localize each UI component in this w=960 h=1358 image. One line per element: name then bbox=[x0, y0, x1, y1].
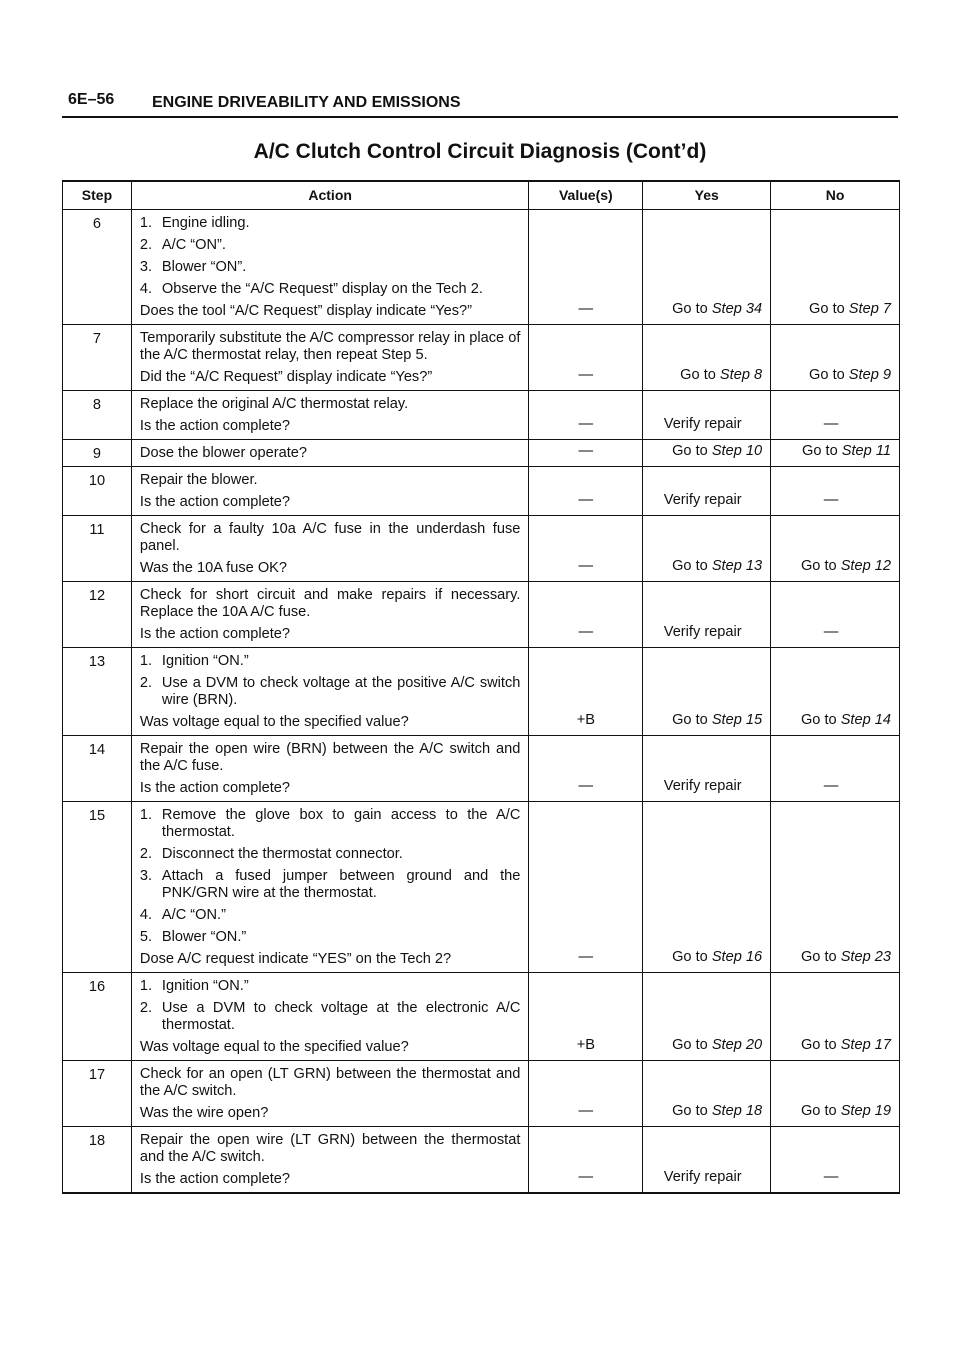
action-list-item bbox=[140, 807, 520, 841]
value-cell: — bbox=[529, 210, 643, 325]
list-text: Ignition “ON.” bbox=[161, 653, 249, 669]
table-row bbox=[63, 973, 900, 1061]
step-number: 13 bbox=[63, 648, 132, 736]
action-question: Is the action complete? bbox=[139, 1171, 290, 1187]
action-cell bbox=[131, 440, 528, 467]
action-cell bbox=[131, 648, 528, 736]
step-number: 12 bbox=[63, 582, 132, 648]
section-title: ENGINE DRIVEABILITY AND EMISSIONS bbox=[152, 94, 461, 111]
no-cell bbox=[771, 210, 900, 325]
action-list-item bbox=[140, 653, 520, 670]
action-list-item bbox=[140, 281, 520, 298]
yes-text: Verify repair bbox=[663, 492, 742, 508]
action-cell bbox=[131, 391, 528, 440]
no-cell bbox=[771, 467, 900, 516]
no-text: Go to bbox=[800, 1103, 841, 1119]
value-cell: — bbox=[529, 1127, 643, 1194]
no-step-ref: Step 12 bbox=[840, 558, 891, 574]
yes-text: Go to bbox=[672, 443, 712, 459]
value-cell: — bbox=[529, 325, 643, 391]
list-text: Disconnect the thermostat connector. bbox=[161, 846, 403, 862]
no-cell bbox=[771, 440, 900, 467]
table-row bbox=[63, 440, 900, 467]
column-header-step: Step bbox=[63, 181, 132, 210]
no-cell bbox=[771, 973, 900, 1061]
no-step-ref: Step 7 bbox=[848, 301, 891, 317]
table-row bbox=[63, 210, 900, 325]
yes-cell bbox=[643, 516, 771, 582]
list-text: Ignition “ON.” bbox=[161, 978, 249, 994]
list-text: Attach a fused jumper between ground and the PNK/GRN wire at the thermostat. bbox=[161, 868, 521, 901]
table-row bbox=[63, 391, 900, 440]
yes-cell bbox=[643, 582, 771, 648]
list-number: 5. bbox=[139, 929, 153, 945]
table-header-row bbox=[63, 181, 900, 210]
yes-cell bbox=[643, 973, 771, 1061]
yes-text: Go to bbox=[672, 1103, 712, 1119]
list-number: 1. bbox=[139, 653, 153, 669]
yes-text: Go to bbox=[672, 949, 712, 965]
no-text: — bbox=[823, 492, 839, 508]
action-text: Check for a faulty 10a A/C fuse in the underdash fuse panel. bbox=[139, 521, 521, 554]
action-text: Check for short circuit and make repairs if necessary. Replace the 10A A/C fuse. bbox=[139, 587, 521, 620]
step-number: 18 bbox=[63, 1127, 132, 1194]
step-number: 6 bbox=[63, 210, 132, 325]
page-title: A/C Clutch Control Circuit Diagnosis (Cont’d) bbox=[253, 140, 707, 163]
yes-cell bbox=[643, 736, 771, 802]
list-text: Use a DVM to check voltage at the electronic A/C thermostat. bbox=[161, 1000, 521, 1033]
action-cell bbox=[131, 467, 528, 516]
no-step-ref: Step 17 bbox=[840, 1037, 891, 1053]
action-list-item bbox=[140, 259, 520, 276]
action-list-item bbox=[140, 1000, 520, 1034]
action-question: Was the 10A fuse OK? bbox=[139, 560, 288, 576]
action-question: Was voltage equal to the specified value? bbox=[139, 1039, 409, 1055]
no-text: Go to bbox=[800, 712, 841, 728]
yes-step-ref: Step 13 bbox=[711, 558, 763, 574]
action-list-item bbox=[140, 846, 520, 863]
yes-text: Go to bbox=[672, 1037, 712, 1053]
action-text: Repair the open wire (LT GRN) between the thermostat and the A/C switch. bbox=[139, 1132, 521, 1165]
action-cell bbox=[131, 210, 528, 325]
action-cell bbox=[131, 325, 528, 391]
list-number: 1. bbox=[139, 215, 153, 231]
action-cell bbox=[131, 516, 528, 582]
list-number: 3. bbox=[139, 259, 153, 275]
no-cell bbox=[771, 736, 900, 802]
list-text: Engine idling. bbox=[161, 215, 250, 231]
step-number: 10 bbox=[63, 467, 132, 516]
value-cell: — bbox=[529, 1061, 643, 1127]
yes-cell bbox=[643, 440, 771, 467]
value-cell: — bbox=[529, 736, 643, 802]
table-row bbox=[63, 648, 900, 736]
step-number: 17 bbox=[63, 1061, 132, 1127]
step-number: 7 bbox=[63, 325, 132, 391]
no-step-ref: Step 11 bbox=[841, 443, 891, 459]
no-text: — bbox=[823, 624, 839, 640]
action-question: Dose A/C request indicate “YES” on the Tech 2? bbox=[139, 951, 452, 967]
column-header-action: Action bbox=[131, 181, 528, 210]
list-number: 1. bbox=[139, 807, 153, 823]
yes-cell bbox=[643, 1061, 771, 1127]
yes-text: Go to bbox=[672, 712, 712, 728]
step-number: 16 bbox=[63, 973, 132, 1061]
action-question: Is the action complete? bbox=[139, 626, 290, 642]
action-cell bbox=[131, 582, 528, 648]
no-step-ref: Step 9 bbox=[848, 367, 891, 383]
action-list-item bbox=[140, 929, 520, 946]
yes-cell bbox=[643, 325, 771, 391]
action-list-item bbox=[140, 868, 520, 902]
action-list-item bbox=[140, 237, 520, 254]
action-text: Replace the original A/C thermostat relay. bbox=[139, 396, 409, 412]
no-step-ref: Step 14 bbox=[840, 712, 891, 728]
step-number: 15 bbox=[63, 802, 132, 973]
action-cell bbox=[131, 736, 528, 802]
value-cell: +B bbox=[529, 973, 643, 1061]
action-question: Dose the blower operate? bbox=[139, 445, 308, 461]
yes-text: Verify repair bbox=[663, 778, 742, 794]
list-text: Observe the “A/C Request” display on the Tech 2. bbox=[161, 281, 483, 297]
action-question: Is the action complete? bbox=[139, 418, 290, 434]
yes-text: Verify repair bbox=[663, 624, 742, 640]
table-row bbox=[63, 1127, 900, 1194]
no-text: Go to bbox=[800, 1037, 841, 1053]
yes-step-ref: Step 18 bbox=[711, 1103, 763, 1119]
page-header bbox=[62, 89, 898, 117]
list-number: 2. bbox=[139, 675, 153, 691]
list-number: 2. bbox=[139, 237, 153, 253]
no-text: — bbox=[823, 416, 839, 432]
yes-text: Verify repair bbox=[663, 1169, 742, 1185]
column-header-yes: Yes bbox=[643, 181, 771, 210]
value-cell: — bbox=[529, 516, 643, 582]
table-row bbox=[63, 467, 900, 516]
list-text: Remove the glove box to gain access to the A/C thermostat. bbox=[161, 807, 521, 840]
table-row bbox=[63, 325, 900, 391]
list-number: 4. bbox=[139, 281, 153, 297]
action-list-item bbox=[140, 978, 520, 995]
no-cell bbox=[771, 325, 900, 391]
step-number: 8 bbox=[63, 391, 132, 440]
action-list-item bbox=[140, 215, 520, 232]
yes-step-ref: Step 10 bbox=[711, 443, 763, 459]
list-number: 2. bbox=[139, 1000, 153, 1016]
value-cell: — bbox=[529, 582, 643, 648]
action-text: Repair the blower. bbox=[139, 472, 258, 488]
list-text: Use a DVM to check voltage at the positive A/C switch wire (BRN). bbox=[161, 675, 521, 708]
no-text: — bbox=[823, 1169, 839, 1185]
list-text: A/C “ON.” bbox=[161, 907, 226, 923]
yes-cell bbox=[643, 648, 771, 736]
no-step-ref: Step 23 bbox=[840, 949, 891, 965]
no-cell bbox=[771, 648, 900, 736]
no-text: Go to bbox=[802, 443, 842, 459]
action-list-item bbox=[140, 675, 520, 709]
column-header-values: Value(s) bbox=[529, 181, 643, 210]
table-body bbox=[63, 210, 900, 1194]
action-list-item bbox=[140, 907, 520, 924]
yes-step-ref: Step 20 bbox=[711, 1037, 763, 1053]
value-cell: — bbox=[529, 467, 643, 516]
value-cell: +B bbox=[529, 648, 643, 736]
action-cell bbox=[131, 973, 528, 1061]
table-row bbox=[63, 582, 900, 648]
no-cell bbox=[771, 1127, 900, 1194]
no-cell bbox=[771, 582, 900, 648]
yes-text: Verify repair bbox=[663, 416, 742, 432]
value-cell: — bbox=[529, 391, 643, 440]
no-cell bbox=[771, 1061, 900, 1127]
page-number: 6E–56 bbox=[68, 91, 115, 108]
header-rule bbox=[62, 116, 898, 118]
no-cell bbox=[771, 516, 900, 582]
action-text: Check for an open (LT GRN) between the thermostat and the A/C switch. bbox=[139, 1066, 521, 1099]
table-row bbox=[63, 1061, 900, 1127]
list-number: 4. bbox=[139, 907, 153, 923]
no-text: Go to bbox=[800, 949, 841, 965]
value-cell: — bbox=[529, 802, 643, 973]
no-text: Go to bbox=[809, 367, 849, 383]
action-question: Was voltage equal to the specified value? bbox=[139, 714, 409, 730]
step-number: 9 bbox=[63, 440, 132, 467]
yes-cell bbox=[643, 1127, 771, 1194]
list-text: Blower “ON”. bbox=[161, 259, 247, 275]
list-text: Blower “ON.” bbox=[161, 929, 247, 945]
action-cell bbox=[131, 1127, 528, 1194]
list-number: 1. bbox=[139, 978, 153, 994]
step-number: 14 bbox=[63, 736, 132, 802]
table-row bbox=[63, 516, 900, 582]
action-text: Repair the open wire (BRN) between the A/C switch and the A/C fuse. bbox=[139, 741, 521, 774]
action-question: Is the action complete? bbox=[139, 494, 290, 510]
action-cell bbox=[131, 802, 528, 973]
no-cell bbox=[771, 391, 900, 440]
table-row bbox=[63, 736, 900, 802]
no-text: Go to bbox=[809, 301, 849, 317]
yes-step-ref: Step 15 bbox=[711, 712, 763, 728]
value-cell: — bbox=[529, 440, 643, 467]
action-text: Temporarily substitute the A/C compressor relay in place of the A/C thermostat relay, then repeat Step 5. bbox=[139, 330, 521, 363]
step-number: 11 bbox=[63, 516, 132, 582]
yes-text: Go to bbox=[680, 367, 720, 383]
yes-step-ref: Step 16 bbox=[711, 949, 763, 965]
column-header-no: No bbox=[771, 181, 900, 210]
table-row bbox=[63, 802, 900, 973]
action-cell bbox=[131, 1061, 528, 1127]
action-question: Does the tool “A/C Request” display indicate “Yes?” bbox=[139, 303, 472, 319]
yes-text: Go to bbox=[672, 301, 712, 317]
yes-cell bbox=[643, 467, 771, 516]
action-question: Was the wire open? bbox=[139, 1105, 269, 1121]
list-text: A/C “ON”. bbox=[161, 237, 226, 253]
no-cell bbox=[771, 802, 900, 973]
action-question: Is the action complete? bbox=[139, 780, 290, 796]
yes-text: Go to bbox=[672, 558, 712, 574]
no-text: Go to bbox=[800, 558, 841, 574]
diagnosis-table bbox=[62, 180, 900, 1194]
yes-step-ref: Step 8 bbox=[719, 367, 763, 383]
no-step-ref: Step 19 bbox=[840, 1103, 891, 1119]
yes-cell bbox=[643, 391, 771, 440]
yes-cell bbox=[643, 802, 771, 973]
yes-step-ref: Step 34 bbox=[711, 301, 763, 317]
action-question: Did the “A/C Request” display indicate “Yes?” bbox=[139, 369, 433, 385]
yes-cell bbox=[643, 210, 771, 325]
list-number: 3. bbox=[139, 868, 153, 884]
no-text: — bbox=[823, 778, 839, 794]
list-number: 2. bbox=[139, 846, 153, 862]
